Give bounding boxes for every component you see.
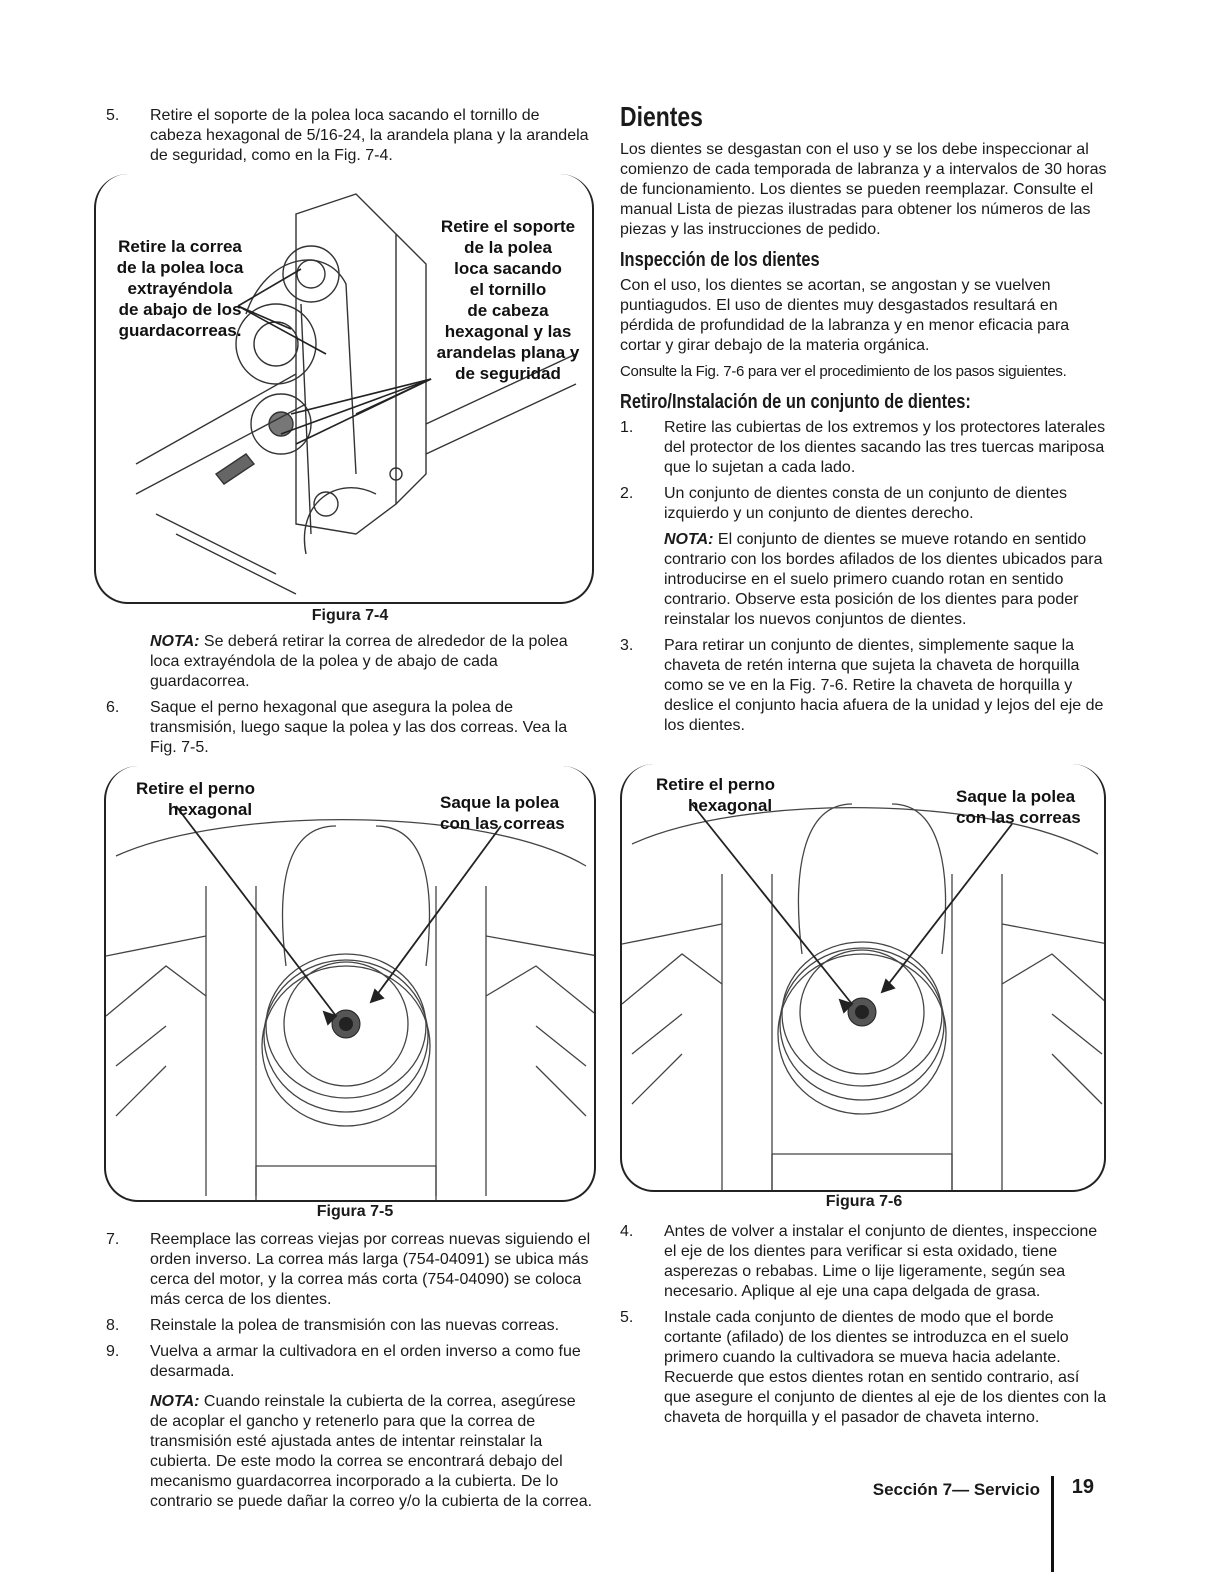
callout-line: de seguridad: [455, 364, 561, 383]
callout-remove-pulley: [440, 792, 565, 834]
callout-line: Saque la polea: [440, 793, 560, 812]
note-text: Cuando reinstale la cubierta de la correa, asegúrese de acoplar el gancho y retenerlo para que la correa de transmisión esté ajustada antes de intentar reinstalar la cubierta. De este modo la correa se encontrará debajo del mecanismo guardacorrea incorporado a la cubierta. De lo contrario se puede dañar la correo y/o la cubierta de la correa.: [150, 1393, 593, 1510]
callout-line: guardacorreas.: [118, 321, 242, 340]
note-label: NOTA:: [150, 633, 200, 650]
step-number: 7.: [106, 1231, 120, 1248]
figure-7-4: [94, 174, 594, 604]
step-text: Un conjunto de dientes consta de un conjunto de dientes izquierdo y un conjunto de dientes derecho.: [664, 485, 1067, 522]
drive-pulley-illustration: [622, 764, 1106, 1192]
callout-line: hexagonal: [168, 800, 253, 819]
note-text: Se deberá retirar la correa de alrededor de la polea loca extrayéndola de la polea y de abajo de cada guardacorrea.: [150, 633, 568, 690]
note-label: NOTA:: [150, 1393, 200, 1410]
step-text: Reemplace las correas viejas por correas nuevas siguiendo el orden inverso. La correa más larga (754-04091) se ubica más cerca del motor, y la correa más corta (754-04090) se coloca más cerca de los dientes.: [150, 1231, 591, 1308]
callout-line: de cabeza: [467, 301, 549, 320]
step-8: [106, 1316, 594, 1336]
figure-7-6: [620, 764, 1106, 1192]
callout-remove-pulley: [956, 786, 1081, 828]
note: [150, 1392, 594, 1512]
callout-line: arandelas plana y: [436, 343, 580, 362]
section-title: Dientes: [620, 101, 703, 132]
callout-line: de abajo de los: [118, 300, 242, 319]
callout-line: de la polea: [464, 238, 552, 257]
step-number: 3.: [620, 637, 634, 654]
right-column: [620, 102, 1108, 1428]
callout-line: con las correas: [956, 808, 1081, 827]
step-r4: [620, 1222, 1108, 1302]
callout-remove-bracket: [430, 216, 586, 384]
callout-line: de la polea loca: [116, 258, 244, 277]
note: [150, 632, 594, 692]
step-number: 4.: [620, 1223, 634, 1240]
note: [664, 530, 1108, 630]
step-r1: [620, 418, 1108, 478]
figure-caption: Figura 7-4: [311, 607, 389, 624]
left-column: [106, 100, 594, 1512]
step-r5: [620, 1308, 1108, 1428]
step-number: 9.: [106, 1343, 120, 1360]
figure-7-5: [104, 766, 596, 1202]
footer-section: Sección 7— Servicio: [872, 1480, 1040, 1499]
footer-divider: [1051, 1476, 1054, 1572]
step-number: 5.: [106, 107, 120, 124]
step-text: Retire el soporte de la polea loca sacando el tornillo de cabeza hexagonal de 5/16-24, la arandela plana y la arandela de seguridad, como en la Fig. 7-4.: [150, 107, 589, 164]
callout-line: el tornillo: [469, 280, 547, 299]
figure-caption: Figura 7-5: [316, 1203, 394, 1220]
figure-caption: Figura 7-6: [825, 1193, 903, 1210]
step-6: [106, 698, 594, 758]
step-number: 5.: [620, 1309, 634, 1326]
intro-paragraph: Los dientes se desgastan con el uso y se los debe inspeccionar al comienzo de cada temporada de labranza y a intervalos de 30 horas de funcionamiento. Los dientes se pueden reemplazar. Consulte el manual Lista de piezas ilustradas para obtener los números de las piezas y las instrucciones de pedido.: [620, 141, 1107, 238]
callout-line: Retire el soporte: [440, 217, 576, 236]
callout-remove-belt: [110, 236, 250, 341]
callout-line: extrayéndola: [127, 279, 233, 298]
step-text: Saque el perno hexagonal que asegura la polea de transmisión, luego saque la polea y las dos correas. Vea la Fig. 7-5.: [150, 699, 568, 756]
callout-line: hexagonal: [688, 796, 773, 815]
note-label: NOTA:: [664, 531, 714, 548]
step-7: [106, 1230, 594, 1310]
step-9: [106, 1342, 594, 1382]
callout-remove-bolt: [136, 778, 255, 820]
step-text: Para retirar un conjunto de dientes, simplemente saque la chaveta de retén interna que sujeta la chaveta de horquilla como se ve en la Fig. 7-6. Retire la chaveta de horquilla y deslice el conjunto hacia afuera de la unidad y lejos del eje de los dientes.: [664, 637, 1104, 734]
step-5: [106, 106, 594, 166]
step-r3: [620, 636, 1108, 736]
subsection-inspection: Inspección de los dientes: [620, 249, 820, 271]
step-number: 1.: [620, 419, 634, 436]
step-text: Retire las cubiertas de los extremos y los protectores laterales del protector de los dientes sacando las tres tuercas mariposa que lo sujetan a cada lado.: [664, 419, 1106, 476]
page-number: 19: [1071, 1476, 1094, 1498]
note-text: El conjunto de dientes se mueve rotando en sentido contrario con los bordes afilados de los dientes ubicados para introducirse en el suelo primero cuando rotan en sentido contrario. Observe esta posición de los dientes para poder reinstalar los nuevos conjuntos de dientes.: [664, 531, 1103, 628]
step-text: Reinstale la polea de transmisión con las nuevas correas.: [150, 1317, 560, 1334]
step-text: Instale cada conjunto de dientes de modo que el borde cortante (afilado) de los dientes se introduzca en el suelo primero cuando la cultivadora se mueva hacia adelante. Recuerde que estos dientes rotan en sentido contrario, así que asegure el conjunto de dientes al eje de los dientes con la chaveta de horquilla y el pasador de chaveta interno.: [664, 1309, 1107, 1426]
callout-line: con las correas: [440, 814, 565, 833]
figure-reference: Consulte la Fig. 7-6 para ver el procedimiento de los pasos siguientes.: [620, 363, 1067, 380]
subsection-removal: Retiro/Instalación de un conjunto de dientes:: [620, 391, 971, 413]
callout-line: Saque la polea: [956, 787, 1076, 806]
callout-line: Retire el perno: [656, 775, 776, 794]
callout-line: loca sacando: [454, 259, 562, 278]
page-footer: [872, 1476, 1160, 1510]
inspection-paragraph: Con el uso, los dientes se acortan, se angostan y se vuelven puntiagudos. El uso de dientes muy desgastados resultará en pérdida de profundidad de la labranza y en menor eficacia para cortar y girar debajo de la materia orgánica.: [620, 277, 1070, 354]
step-text: Antes de volver a instalar el conjunto de dientes, inspeccione el eje de los dientes para verificar si esta oxidado, tiene asperezas o rebabas. Lime o lije ligeramente, según sea necesario. Aplique al eje una capa delgada de grasa.: [664, 1223, 1098, 1300]
callout-line: hexagonal y las: [444, 322, 572, 341]
step-number: 6.: [106, 699, 120, 716]
step-number: 2.: [620, 485, 634, 502]
step-r2: [620, 484, 1108, 524]
callout-remove-bolt: [656, 774, 775, 816]
callout-line: Retire el perno: [136, 779, 256, 798]
step-number: 8.: [106, 1317, 120, 1334]
callout-line: Retire la correa: [118, 237, 242, 256]
step-text: Vuelva a armar la cultivadora en el orden inverso a como fue desarmada.: [150, 1343, 581, 1380]
